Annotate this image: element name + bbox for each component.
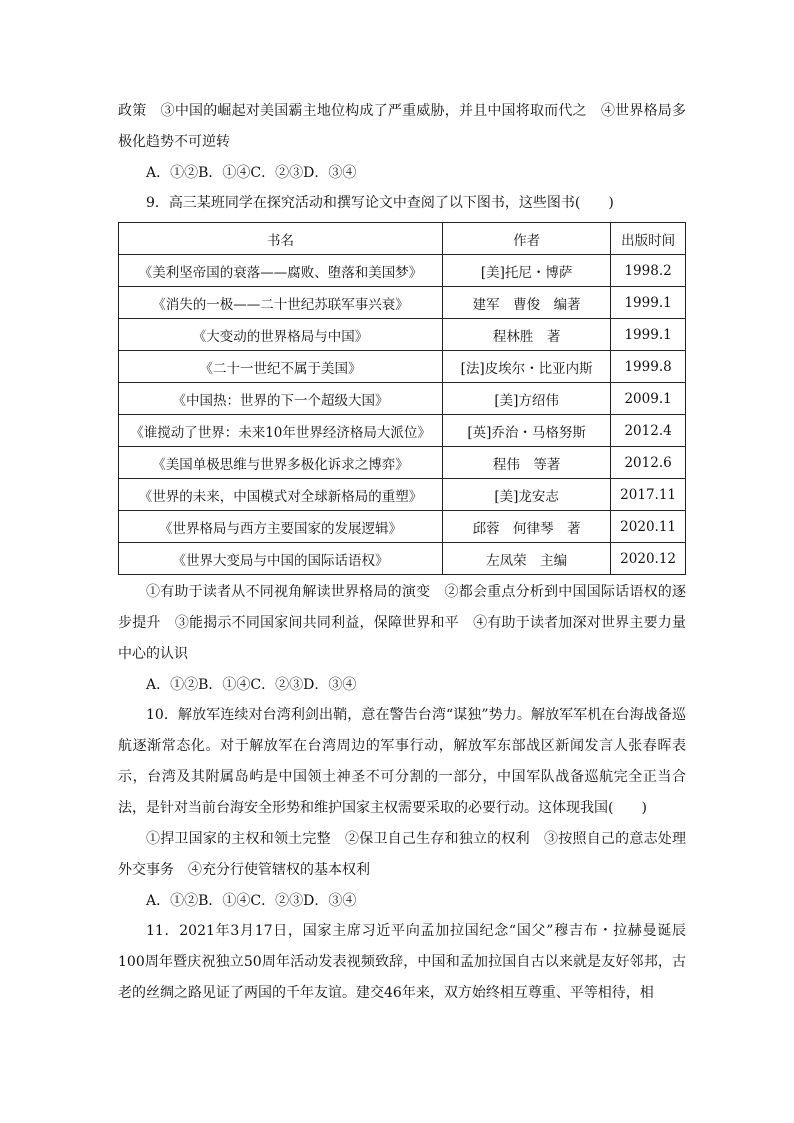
table-row [119,287,686,319]
table-row [119,447,686,479]
q9-options: A．①②B．①④C．②③D．③④ [146,677,357,693]
book-title: 《世界大变局与中国的国际话语权》 [119,543,443,575]
q10-options: A．①②B．①④C．②③D．③④ [146,893,357,909]
book-title: 《世界的未来，中国模式对全球新格局的重塑》 [119,479,443,511]
book-date: 1999.1 [611,287,686,319]
book-title: 《二十一世纪不属于美国》 [119,351,443,383]
book-author: [法]皮埃尔・比亚内斯 [443,351,611,383]
book-title: 《大变动的世界格局与中国》 [119,319,443,351]
book-title: 《世界格局与西方主要国家的发展逻辑》 [119,511,443,543]
book-date: 2017.11 [611,479,686,511]
book-date: 2020.12 [611,543,686,575]
table-row [119,415,686,447]
q11-stem: 11．2021年3月17日，国家主席习近平向孟加拉国纪念“国父”穆吉布・拉赫曼诞辰100周年暨庆祝独立50周年活动发表视频致辞，中国和孟加拉国自古以来就是友好邻邦，古老的丝绸之路见证了两国的千年友谊。建交46年来，双方始终相互尊重、平等相待，相 [118,923,686,1001]
book-author: [美]龙安志 [443,479,611,511]
book-title: 《谁搅动了世界：未来10年世界经济格局大派位》 [119,415,443,447]
table-row [119,511,686,543]
table-row [119,351,686,383]
table-row [119,255,686,287]
q10-stem: 10．解放军连续对台湾利剑出鞘，意在警告台湾“谋独”势力。解放军军机在台海战备巡航逐渐常态化。对于解放军在台湾周边的军事行动，解放军东部战区新闻发言人张春晖表示，台湾及其附属岛屿是中国领土神圣不可分割的一部分，中国军队战备巡航完全正当合法，是针对当前台海安全形势和维护国家主权需要采取的必要行动。这体现我国( ) [118,707,686,816]
q8-continuation: 政策 ③中国的崛起对美国霸主地位构成了严重威胁，并且中国将取而代之 ④世界格局多极化趋势不可逆转 [118,103,686,150]
book-date: 2012.6 [611,447,686,479]
book-date: 1999.1 [611,319,686,351]
table-header-row [119,223,686,255]
table-row [119,479,686,511]
q10-statements: ①捍卫国家的主权和领土完整 ②保卫自己生存和独立的权利 ③按照自己的意志处理外交事务 ④充分行使管辖权的基本权利 [118,831,686,878]
book-date: 2009.1 [611,383,686,415]
table-row [119,543,686,575]
header-title: 书名 [119,223,443,255]
book-date: 1998.2 [611,255,686,287]
q8-options: A．①②B．①④C．②③D．③④ [146,165,357,181]
book-title: 《美国单极思维与世界多极化诉求之博弈》 [119,447,443,479]
header-date: 出版时间 [611,223,686,255]
book-table [118,222,686,575]
book-author: 左凤荣 主编 [443,543,611,575]
book-author: [美]方绍伟 [443,383,611,415]
table-row [119,319,686,351]
q9-statements: ①有助于读者从不同视角解读世界格局的演变 ②都会重点分析到中国国际话语权的逐步提升 ③能揭示不同国家间共同利益，保障世界和平 ④有助于读者加深对世界主要力量中心的认识 [118,584,686,662]
header-author: 作者 [443,223,611,255]
book-author: [英]乔治・马格努斯 [443,415,611,447]
book-title: 《中国热：世界的下一个超级大国》 [119,383,443,415]
book-title: 《美利坚帝国的衰落——腐败、堕落和美国梦》 [119,255,443,287]
table-row [119,383,686,415]
book-author: [美]托尼・博萨 [443,255,611,287]
book-author: 程林胜 著 [443,319,611,351]
book-author: 程伟 等著 [443,447,611,479]
book-author: 建军 曹俊 编著 [443,287,611,319]
book-date: 1999.8 [611,351,686,383]
book-date: 2012.4 [611,415,686,447]
q9-stem: 9．高三某班同学在探究活动和撰写论文中查阅了以下图书，这些图书( ) [146,195,614,211]
book-title: 《消失的一极——二十世纪苏联军事兴衰》 [119,287,443,319]
book-date: 2020.11 [611,511,686,543]
book-author: 邱蓉 何律琴 著 [443,511,611,543]
document-page [118,96,686,1009]
